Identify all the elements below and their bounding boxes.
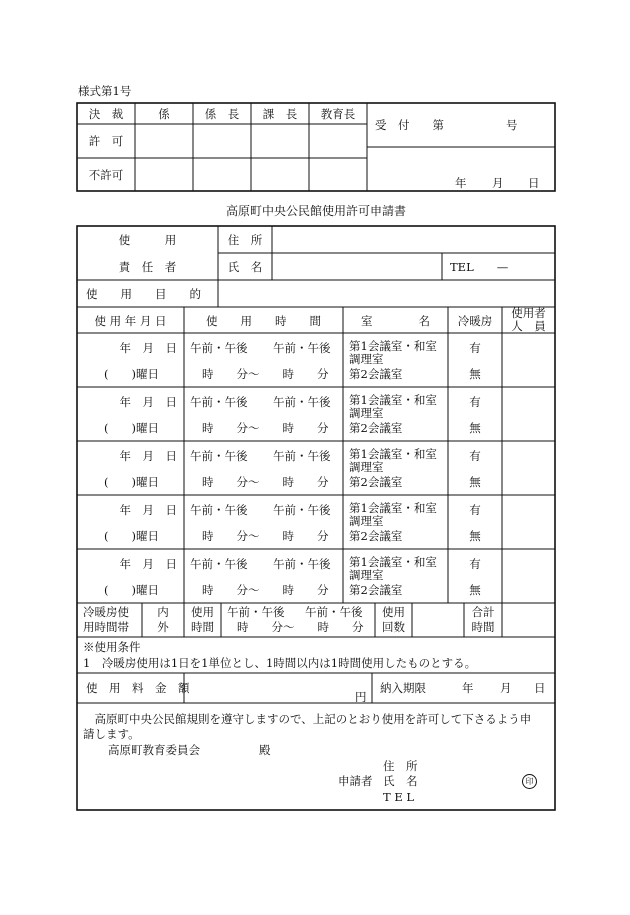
row3-room2: 調理室 [349, 460, 384, 474]
row4-date: 年 月 日 [119, 503, 177, 517]
row2-ampm-start: 午前・午後 [190, 395, 248, 409]
addressee-dono: 殿 [259, 743, 271, 757]
decision-label: 決 裁 [88, 107, 124, 121]
ac-band-label1: 冷暖房使 [83, 605, 129, 619]
request-line1: 高原町中央公民館規則を遵守しますので、上記のとおり使用を許可して下さるよう申 [83, 712, 532, 726]
row4-room1: 第1会議室・和室 [349, 501, 437, 515]
row5-time: 時 分〜 時 分 [202, 583, 329, 597]
row2-room2: 調理室 [349, 406, 384, 420]
row3-ampm-end: 午前・午後 [273, 449, 331, 463]
name-label: 氏 名 [227, 260, 263, 274]
row3-ampm-start: 午前・午後 [190, 449, 248, 463]
row4-ampm-start: 午前・午後 [190, 503, 248, 517]
ac-usage-label1: 使用 [191, 605, 214, 619]
row1-room3: 第2会議室 [349, 367, 403, 381]
seal-mark: 印 [522, 774, 537, 789]
nonpermit-label: 不許可 [88, 168, 124, 182]
applicant-tel-label: T E L [383, 790, 415, 804]
ac-outside: 外 [157, 620, 169, 634]
users-header-line2: 人 員 [511, 319, 546, 333]
ac-ampm-start: 午前・午後 [227, 605, 285, 619]
ac-header: 冷暖房 [457, 314, 493, 328]
chief-label: 係 長 [204, 107, 240, 121]
row3-room1: 第1会議室・和室 [349, 447, 437, 461]
user-label: 使 用 [118, 233, 177, 247]
conditions-heading: ※使用条件 [83, 640, 141, 654]
row2-time: 時 分〜 時 分 [202, 421, 329, 435]
applicant-address-label: 住 所 [383, 759, 418, 773]
row2-ac-no: 無 [469, 421, 481, 435]
row5-ampm-start: 午前・午後 [190, 557, 248, 571]
row3-time: 時 分〜 時 分 [202, 475, 329, 489]
ac-count-label2: 回数 [382, 620, 405, 634]
row2-ac-yes: 有 [469, 395, 481, 409]
row5-room1: 第1会議室・和室 [349, 555, 437, 569]
row3-date: 年 月 日 [119, 449, 177, 463]
receipt-month: 月 [492, 176, 504, 190]
tel-label: TEL — [450, 260, 509, 274]
row1-ac-yes: 有 [469, 341, 481, 355]
row2-date: 年 月 日 [119, 395, 177, 409]
ac-count-label1: 使用 [382, 605, 405, 619]
address-label: 住 所 [227, 233, 263, 247]
form-title: 高原町中央公民館使用許可申請書 [225, 204, 406, 218]
deadline-label: 納入期限 [380, 681, 426, 695]
request-line2: 請します。 [83, 727, 140, 741]
ac-inside: 内 [157, 605, 169, 619]
row1-date: 年 月 日 [119, 341, 177, 355]
row3-ac-yes: 有 [469, 449, 481, 463]
deadline-day: 日 [534, 681, 546, 695]
receipt-number-suffix: 号 [506, 118, 518, 132]
conditions-item1: 1 冷暖房使用は1日を1単位とし、1時間以内は1時間使用したものとする。 [83, 656, 477, 670]
users-header-line1: 使用者 [511, 306, 546, 320]
row5-ampm-end: 午前・午後 [273, 557, 331, 571]
row3-room3: 第2会議室 [349, 475, 403, 489]
ac-total-label2: 時間 [471, 620, 495, 634]
row4-weekday: ( )曜日 [104, 529, 159, 543]
row4-time: 時 分〜 時 分 [202, 529, 329, 543]
time-header: 使 用 時 間 [206, 314, 321, 328]
purpose-label: 使 用 目 的 [86, 287, 201, 301]
row5-room2: 調理室 [349, 568, 384, 582]
deadline-year: 年 [462, 681, 474, 695]
receipt-label: 受 付 第 [375, 118, 444, 132]
row4-ampm-end: 午前・午後 [273, 503, 331, 517]
date-header: 使 用 年 月 日 [94, 314, 167, 328]
section-chief-label: 課 長 [262, 107, 298, 121]
receipt-day: 日 [528, 176, 540, 190]
fee-yen: 円 [355, 690, 367, 704]
row1-room1: 第1会議室・和室 [349, 339, 437, 353]
applicant-name-label: 氏 名 [383, 774, 418, 788]
row1-ac-no: 無 [469, 367, 481, 381]
row2-ampm-end: 午前・午後 [273, 395, 331, 409]
row4-ac-yes: 有 [469, 503, 481, 517]
row3-ac-no: 無 [469, 475, 481, 489]
row5-ac-yes: 有 [469, 557, 481, 571]
row2-room1: 第1会議室・和室 [349, 393, 437, 407]
row2-weekday: ( )曜日 [104, 421, 159, 435]
ac-time: 時 分〜 時 分 [237, 620, 364, 634]
row3-weekday: ( )曜日 [104, 475, 159, 489]
applicant-label: 申請者 [338, 774, 373, 788]
row4-room3: 第2会議室 [349, 529, 403, 543]
addressee: 高原町教育委員会 [108, 743, 200, 757]
row5-weekday: ( )曜日 [104, 583, 159, 597]
room-header: 室 名 [361, 314, 430, 328]
row5-date: 年 月 日 [119, 557, 177, 571]
row1-weekday: ( )曜日 [104, 367, 159, 381]
row5-room3: 第2会議室 [349, 583, 403, 597]
row4-room2: 調理室 [349, 514, 384, 528]
ac-ampm-end: 午前・午後 [305, 605, 363, 619]
row1-room2: 調理室 [349, 352, 384, 366]
responsible-label: 責 任 者 [118, 260, 177, 274]
ac-total-label1: 合計 [471, 605, 495, 619]
row5-ac-no: 無 [469, 583, 481, 597]
staff-label: 係 [158, 107, 170, 121]
deadline-month: 月 [500, 681, 512, 695]
fee-label: 使 用 料 金 額 [86, 681, 190, 695]
ac-usage-label2: 時間 [191, 620, 214, 634]
permit-label: 許 可 [88, 134, 124, 148]
row2-room3: 第2会議室 [349, 421, 403, 435]
row1-ampm-start: 午前・午後 [190, 341, 248, 355]
form-number: 様式第1号 [78, 84, 132, 98]
receipt-year: 年 [455, 176, 467, 190]
ac-band-label2: 用時間帯 [83, 620, 129, 634]
row1-time: 時 分〜 時 分 [202, 367, 329, 381]
row1-ampm-end: 午前・午後 [273, 341, 331, 355]
row4-ac-no: 無 [469, 529, 481, 543]
superintendent-label: 教育長 [320, 107, 356, 121]
